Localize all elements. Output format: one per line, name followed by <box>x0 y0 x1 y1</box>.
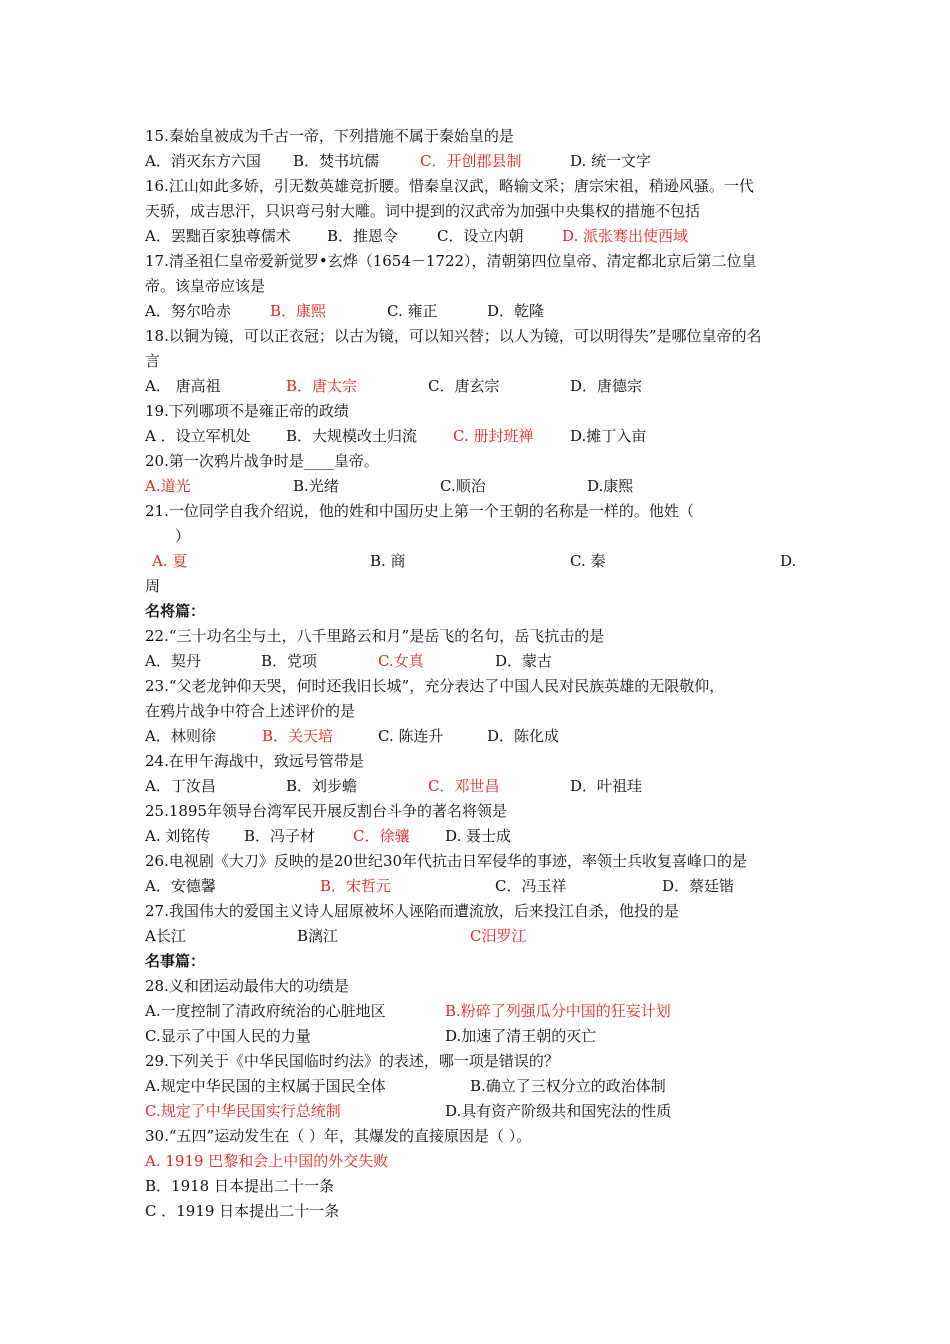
question-17-stem-line2: 帝。该皇帝应该是 <box>145 277 266 295</box>
question-15-stem: 15.秦始皇被成为千古一帝，下列措施不属于秦始皇的是 <box>145 127 514 145</box>
q21-option-d: D. <box>780 552 797 570</box>
question-30-stem: 30.“五四”运动发生在（ ）年，其爆发的直接原因是（ ）。 <box>145 1127 532 1145</box>
q16-option-c: C．设立内朝 <box>437 227 524 245</box>
q24-option-d: D．叶祖珪 <box>570 777 643 795</box>
q20-option-d: D.康熙 <box>587 477 634 495</box>
q16-option-d-answer: D. 派张骞出使西域 <box>562 227 689 245</box>
q27-option-b: B漓江 <box>297 927 339 945</box>
q21-option-d-text: 周 <box>145 577 161 595</box>
q28-option-c: C.显示了中国人民的力量 <box>145 1027 311 1045</box>
question-28-stem: 28.义和团运动最伟大的功绩是 <box>145 977 349 995</box>
question-20-stem: 20.第一次鸦片战争时是____皇帝。 <box>145 452 379 470</box>
question-23-stem-line1: 23.“父老龙钟仰天哭，何时还我旧长城”，充分表达了中国人民对民族英雄的无限敬仰， <box>145 677 725 695</box>
q16-option-b: B．推恩令 <box>327 227 399 245</box>
q30-option-a-answer: A. 1919 巴黎和会上中国的外交失败 <box>145 1152 389 1170</box>
q29-option-c-answer: C.规定了中华民国实行总统制 <box>145 1102 341 1120</box>
q30-option-b: B．1918 日本提出二十一条 <box>145 1177 334 1195</box>
q15-option-c-answer: C．开创郡县制 <box>420 152 522 170</box>
q15-option-a: A．消灭东方六国 <box>145 152 261 170</box>
q24-option-a: A．丁汝昌 <box>145 777 216 795</box>
q26-option-a: A．安德馨 <box>145 877 216 895</box>
section-heading-generals: 名将篇： <box>145 602 206 620</box>
question-19-stem: 19.下列哪项不是雍正帝的政绩 <box>145 402 349 420</box>
q17-option-c: C. 雍正 <box>387 302 438 320</box>
q25-option-b: B．冯子材 <box>244 827 316 845</box>
q18-option-b-answer: B．唐太宗 <box>286 377 358 395</box>
q15-option-b: B．焚书坑儒 <box>293 152 380 170</box>
q20-option-b: B.光绪 <box>293 477 339 495</box>
q17-option-b-answer: B．康熙 <box>270 302 327 320</box>
q22-option-d: D．蒙古 <box>495 652 553 670</box>
q19-option-b: B．大规模改土归流 <box>286 427 418 445</box>
q15-option-d: D. 统一文字 <box>570 152 652 170</box>
q26-option-d: D．蔡廷锴 <box>662 877 735 895</box>
question-18-stem-line1: 18.以铜为镜，可以正衣冠；以古为镜，可以知兴替；以人为镜，可以明得失”是哪位皇帝的名 <box>145 327 762 345</box>
question-23-stem-line2: 在鸦片战争中符合上述评价的是 <box>145 702 356 720</box>
question-16-stem-line2: 天骄，成吉思汗，只识弯弓射大雕。词中提到的汉武帝为加强中央集权的措施不包括 <box>145 202 701 220</box>
q22-option-a: A．契丹 <box>145 652 201 670</box>
q21-option-b: B. 商 <box>370 552 406 570</box>
question-26-stem: 26.电视剧《大刀》反映的是20世纪30年代抗击日军侵华的事迹，率领士兵收复喜峰口的是 <box>145 852 748 870</box>
question-16-stem-line1: 16.江山如此多娇，引无数英雄竞折腰。惜秦皇汉武，略输文采；唐宗宋祖，稍逊风骚。一代 <box>145 177 754 195</box>
q29-option-b: B.确立了三权分立的政治体制 <box>470 1077 666 1095</box>
q27-option-c-answer: C汨罗江 <box>470 927 527 945</box>
q23-option-c: C. 陈连升 <box>378 727 444 745</box>
question-25-stem: 25.1895年领导台湾军民开展反割台斗争的著名将领是 <box>145 802 508 820</box>
q21-option-a-answer: A. 夏 <box>152 552 188 570</box>
q28-option-a: A.一度控制了清政府统治的心脏地区 <box>145 1002 386 1020</box>
q25-option-c-answer: C．徐骧 <box>353 827 410 845</box>
section-heading-events: 名事篇： <box>145 952 206 970</box>
question-21-stem-line2: ） <box>175 527 191 545</box>
question-27-stem: 27.我国伟大的爱国主义诗人屈原被坏人诬陷而遭流放，后来投江自杀，他投的是 <box>145 902 679 920</box>
q23-option-d: D．陈化成 <box>487 727 560 745</box>
q22-option-c-answer: C.女真 <box>378 652 424 670</box>
q18-option-d: D．唐德宗 <box>570 377 643 395</box>
q19-option-d: D.摊丁入亩 <box>570 427 647 445</box>
q18-option-c: C．唐玄宗 <box>428 377 500 395</box>
q25-option-d: D. 聂士成 <box>445 827 512 845</box>
q16-option-a: A．罢黜百家独尊儒术 <box>145 227 291 245</box>
q28-option-d: D.加速了清王朝的灭亡 <box>445 1027 597 1045</box>
q17-option-d: D．乾隆 <box>487 302 545 320</box>
q26-option-c: C．冯玉祥 <box>495 877 567 895</box>
q30-option-c: C ．1919 日本提出二十一条 <box>145 1202 340 1220</box>
q24-option-b: B．刘步蟾 <box>286 777 358 795</box>
question-17-stem-line1: 17.清圣祖仁皇帝爱新觉罗•玄烨（1654－1722），清朝第四位皇帝、清定都北京后第二位皇 <box>145 252 757 270</box>
question-22-stem: 22.“三十功名尘与土，八千里路云和月”是岳飞的名句，岳飞抗击的是 <box>145 627 605 645</box>
q28-option-b-answer: B.粉碎了列强瓜分中国的狂妄计划 <box>445 1002 671 1020</box>
q19-option-a: A ．设立军机处 <box>145 427 251 445</box>
question-21-stem-line1: 21.一位同学自我介绍说，他的姓和中国历史上第一个王朝的名称是一样的。他姓（ <box>145 502 694 520</box>
q21-option-c: C. 秦 <box>570 552 606 570</box>
question-24-stem: 24.在甲午海战中，致远号管带是 <box>145 752 364 770</box>
q19-option-c-answer: C. 册封班禅 <box>453 427 534 445</box>
q25-option-a: A. 刘铭传 <box>145 827 211 845</box>
q27-option-a: A长江 <box>145 927 186 945</box>
q20-option-a-answer: A.道光 <box>145 477 191 495</box>
q24-option-c-answer: C．邓世昌 <box>428 777 500 795</box>
q29-option-a: A.规定中华民国的主权属于国民全体 <box>145 1077 386 1095</box>
q22-option-b: B．党项 <box>261 652 318 670</box>
question-18-stem-line2: 言 <box>145 352 161 370</box>
q29-option-d: D.具有资产阶级共和国宪法的性质 <box>445 1102 672 1120</box>
q18-option-a: A． 唐高祖 <box>145 377 221 395</box>
q26-option-b-answer: B．宋哲元 <box>320 877 392 895</box>
q23-option-a: A．林则徐 <box>145 727 216 745</box>
q23-option-b-answer: B．关天培 <box>262 727 334 745</box>
q17-option-a: A．努尔哈赤 <box>145 302 231 320</box>
question-29-stem: 29.下列关于《中华民国临时约法》的表述，哪一项是错误的？ <box>145 1052 559 1070</box>
q20-option-c: C.顺治 <box>440 477 486 495</box>
